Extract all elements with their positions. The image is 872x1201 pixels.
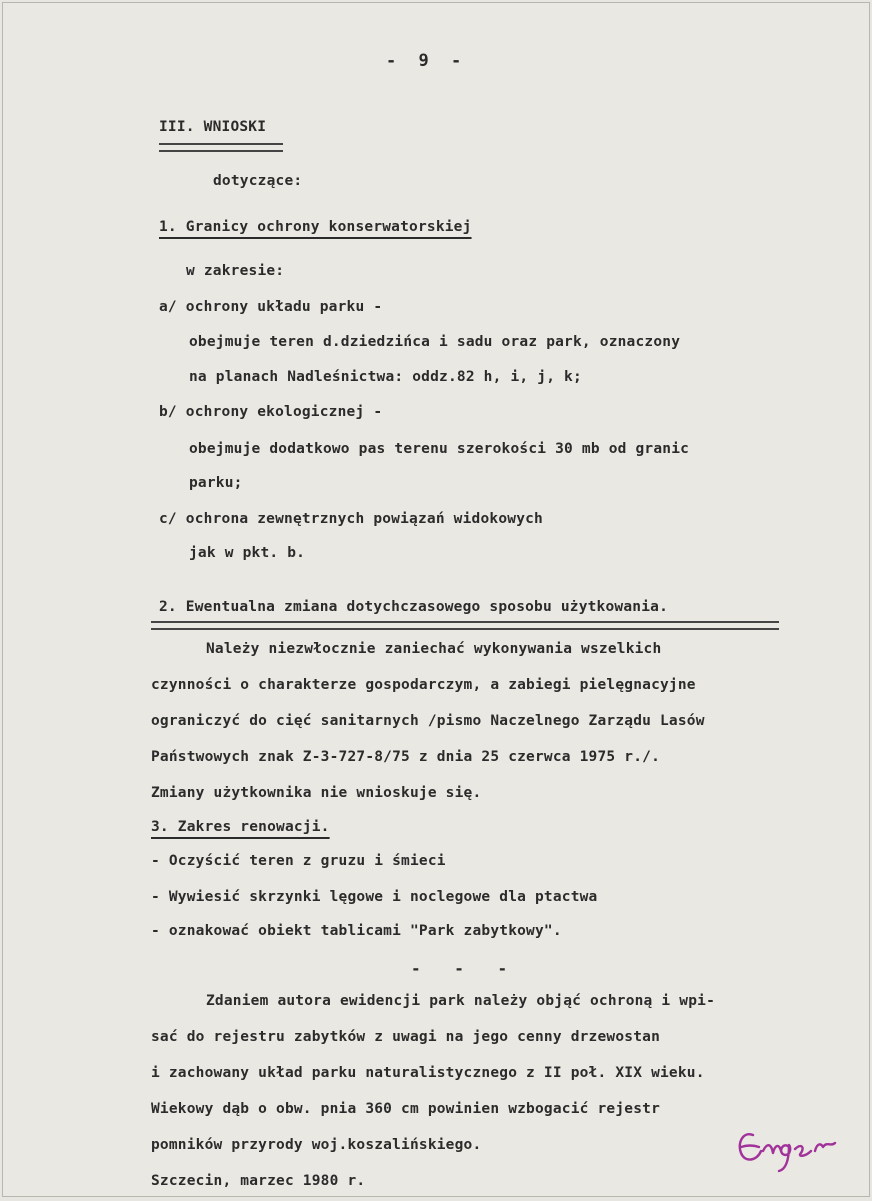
point3-item: - Wywiesić skrzynki lęgowe i noclegowe dla ptactwa (151, 889, 598, 905)
point1-a-line1: obejmuje teren d.dziedzińca i sadu oraz park, oznaczony (189, 334, 681, 350)
point1-b-line2: parku; (189, 475, 243, 491)
separator: - - - (411, 959, 520, 978)
point2-line1: Należy niezwłocznie zaniechać wykonywania wszelkich (206, 641, 662, 657)
point1-a-line2: na planach Nadleśnictwa: oddz.82 h, i, j, k; (189, 369, 582, 385)
document-page (2, 2, 870, 1197)
page-number: - 9 - (386, 51, 468, 71)
point2-line5: Zmiany użytkownika nie wnioskuje się. (151, 785, 482, 801)
handwritten-signature (731, 1121, 851, 1177)
point1-b-line1: obejmuje dodatkowo pas terenu szerokości 30 mb od granic (189, 441, 690, 457)
point1-c-label: c/ ochrona zewnętrznych powiązań widokowych (159, 511, 543, 527)
point1-b-label: b/ ochrony ekologicznej - (159, 404, 383, 420)
point2-line4: Państwowych znak Z-3-727-8/75 z dnia 25 czerwca 1975 r./. (151, 749, 660, 765)
point3-item: - oznakować obiekt tablicami "Park zabytkowy". (151, 923, 562, 939)
point3-title: 3. Zakres renowacji. (151, 819, 330, 835)
point2-line2: czynności o charakterze gospodarczym, a zabiegi pielęgnacyjne (151, 677, 696, 693)
closing-line4: Wiekowy dąb o obw. pnia 360 cm powinien wzbogacić rejestr (151, 1101, 660, 1117)
closing-line3: i zachowany układ parku naturalistycznego z II poł. XIX wieku. (151, 1065, 705, 1081)
section-intro: dotyczące: (213, 173, 303, 189)
place-date: Szczecin, marzec 1980 r. (151, 1173, 366, 1189)
point1-c-line1: jak w pkt. b. (189, 545, 306, 561)
closing-line5: pomników przyrody woj.koszalińskiego. (151, 1137, 482, 1153)
point1-a-label: a/ ochrony układu parku - (159, 299, 383, 315)
closing-line2: sać do rejestru zabytków z uwagi na jego cenny drzewostan (151, 1029, 660, 1045)
point2-line3: ograniczyć do cięć sanitarnych /pismo Naczelnego Zarządu Lasów (151, 713, 705, 729)
point3-item: - Oczyścić teren z gruzu i śmieci (151, 853, 446, 869)
section-heading: III. WNIOSKI (159, 119, 267, 135)
point1-scope: w zakresie: (186, 263, 285, 279)
point1-title: 1. Granicy ochrony konserwatorskiej (159, 219, 472, 235)
closing-line1: Zdaniem autora ewidencji park należy objąć ochroną i wpi- (206, 993, 715, 1009)
point2-title: 2. Ewentualna zmiana dotychczasowego sposobu użytkowania. (159, 599, 668, 615)
heading-double-underline (159, 143, 283, 152)
point2-double-underline (151, 621, 779, 630)
